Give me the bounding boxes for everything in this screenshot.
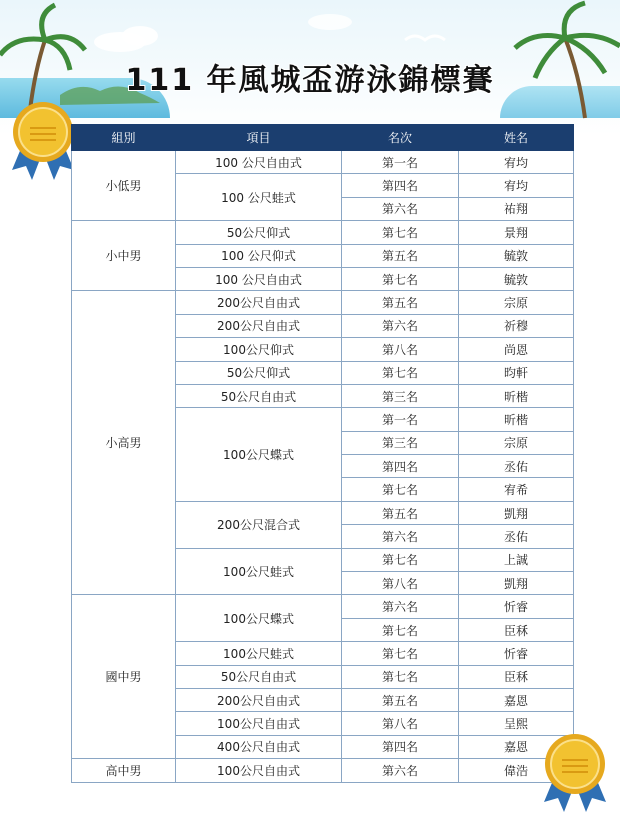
event-cell: 100 公尺蛙式: [176, 174, 342, 221]
event-cell: 50公尺自由式: [176, 384, 342, 407]
rank-cell: 第七名: [342, 361, 459, 384]
name-cell: 宥均: [459, 151, 574, 174]
rank-cell: 第四名: [342, 174, 459, 197]
event-cell: 100公尺自由式: [176, 759, 342, 782]
name-cell: 丞佑: [459, 455, 574, 478]
name-cell: 丞佑: [459, 525, 574, 548]
event-cell: 200公尺自由式: [176, 314, 342, 337]
name-cell: 嘉恩: [459, 688, 574, 711]
event-cell: 200公尺混合式: [176, 501, 342, 548]
rank-cell: 第一名: [342, 151, 459, 174]
event-cell: 100 公尺自由式: [176, 151, 342, 174]
rank-cell: 第五名: [342, 291, 459, 314]
name-cell: 宥希: [459, 478, 574, 501]
event-cell: 100公尺蝶式: [176, 408, 342, 502]
name-cell: 臣秝: [459, 618, 574, 641]
group-cell: 國中男: [72, 595, 176, 759]
name-cell: 毓敦: [459, 244, 574, 267]
rank-cell: 第六名: [342, 197, 459, 220]
name-cell: 嘉恩: [459, 735, 574, 758]
event-cell: 200公尺自由式: [176, 291, 342, 314]
rank-cell: 第六名: [342, 759, 459, 782]
event-cell: 50公尺仰式: [176, 361, 342, 384]
event-cell: 100公尺仰式: [176, 338, 342, 361]
event-cell: 100 公尺自由式: [176, 267, 342, 290]
name-cell: 偉浩: [459, 759, 574, 782]
rank-cell: 第六名: [342, 595, 459, 618]
table-row: [72, 291, 574, 314]
name-cell: 宥均: [459, 174, 574, 197]
medal-icon: [8, 98, 78, 184]
name-cell: 忻睿: [459, 595, 574, 618]
rank-cell: 第七名: [342, 642, 459, 665]
name-cell: 昕楷: [459, 384, 574, 407]
medal-icon: [540, 730, 610, 816]
rank-cell: 第七名: [342, 618, 459, 641]
rank-cell: 第四名: [342, 735, 459, 758]
name-cell: 宗原: [459, 431, 574, 454]
column-header-rank: 名次: [342, 125, 459, 151]
rank-cell: 第八名: [342, 572, 459, 595]
rank-cell: 第六名: [342, 525, 459, 548]
group-cell: 小中男: [72, 221, 176, 291]
name-cell: 忻睿: [459, 642, 574, 665]
name-cell: 昕楷: [459, 408, 574, 431]
beach-banner: [0, 0, 620, 135]
table-row: [72, 595, 574, 618]
rank-cell: 第七名: [342, 267, 459, 290]
rank-cell: 第三名: [342, 384, 459, 407]
rank-cell: 第八名: [342, 338, 459, 361]
event-cell: 100公尺蛙式: [176, 642, 342, 665]
event-cell: 100公尺蝶式: [176, 595, 342, 642]
group-cell: 小高男: [72, 291, 176, 595]
event-cell: 100公尺自由式: [176, 712, 342, 735]
rank-cell: 第五名: [342, 244, 459, 267]
name-cell: 毓敦: [459, 267, 574, 290]
column-header-name: 姓名: [459, 125, 574, 151]
rank-cell: 第三名: [342, 431, 459, 454]
event-cell: 50公尺仰式: [176, 221, 342, 244]
results-body: [72, 151, 574, 783]
group-cell: 小低男: [72, 151, 176, 221]
name-cell: 凱翔: [459, 572, 574, 595]
event-cell: 50公尺自由式: [176, 665, 342, 688]
rank-cell: 第八名: [342, 712, 459, 735]
name-cell: 呈熙: [459, 712, 574, 735]
table-row: [72, 221, 574, 244]
event-cell: 400公尺自由式: [176, 735, 342, 758]
rank-cell: 第五名: [342, 501, 459, 524]
rank-cell: 第一名: [342, 408, 459, 431]
name-cell: 宗原: [459, 291, 574, 314]
rank-cell: 第四名: [342, 455, 459, 478]
table-row: [72, 759, 574, 782]
group-cell: 高中男: [72, 759, 176, 782]
event-cell: 100 公尺仰式: [176, 244, 342, 267]
rank-cell: 第七名: [342, 221, 459, 244]
table-header-row: [72, 125, 574, 151]
name-cell: 上誠: [459, 548, 574, 571]
event-cell: 100公尺蛙式: [176, 548, 342, 595]
name-cell: 景翔: [459, 221, 574, 244]
name-cell: 尚恩: [459, 338, 574, 361]
name-cell: 祈穆: [459, 314, 574, 337]
name-cell: 祐翔: [459, 197, 574, 220]
rank-cell: 第五名: [342, 688, 459, 711]
rank-cell: 第七名: [342, 665, 459, 688]
rank-cell: 第七名: [342, 548, 459, 571]
name-cell: 昀軒: [459, 361, 574, 384]
rank-cell: 第七名: [342, 478, 459, 501]
results-table: [71, 124, 574, 783]
rank-cell: 第六名: [342, 314, 459, 337]
name-cell: 凱翔: [459, 501, 574, 524]
event-cell: 200公尺自由式: [176, 688, 342, 711]
column-header-group: 組別: [72, 125, 176, 151]
name-cell: 臣秝: [459, 665, 574, 688]
column-header-event: 項目: [176, 125, 342, 151]
table-row: [72, 151, 574, 174]
page-title: 111 年風城盃游泳錦標賽: [125, 63, 495, 98]
